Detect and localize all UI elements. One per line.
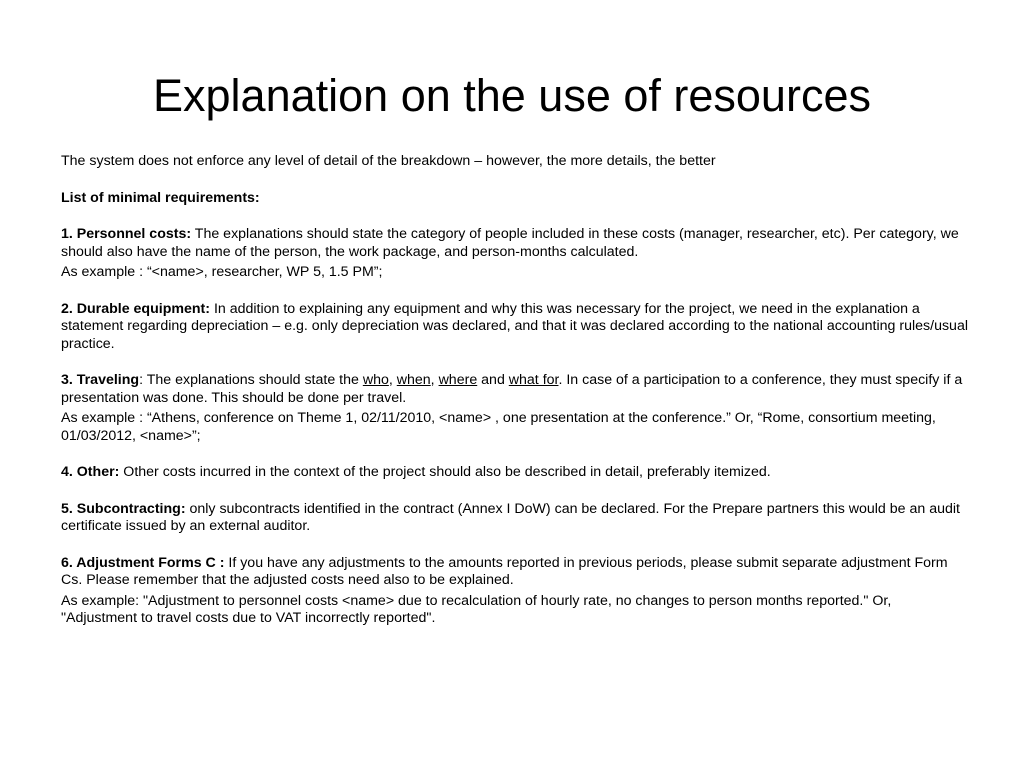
item-other [61, 464, 971, 482]
underlined-who: who [362, 372, 389, 388]
separator: , [430, 372, 439, 388]
separator: and [477, 372, 509, 388]
item-label: 4. Other: [61, 464, 120, 480]
separator: , [388, 372, 397, 388]
list-heading: List of minimal requirements: [61, 189, 260, 206]
item-text: . In case of a participation to a conference, they must specify if a presentation was done. This should be done per travel. [61, 372, 963, 406]
underlined-where: where [438, 372, 478, 388]
intro-text: The system does not enforce any level of detail of the breakdown – however, the more details, the better [61, 153, 716, 169]
item-text: : The explanations should state the [139, 372, 363, 388]
item-text: only subcontracts identified in the contract (Annex I DoW) can be declared. For the Prepare partners this would be an audit certificate issued by an external auditor. [61, 500, 960, 534]
item-label: 5. Subcontracting: [61, 500, 186, 517]
underlined-when: when [396, 372, 431, 388]
item-example: As example: "Adjustment to personnel costs <name> due to recalculation of hourly rate, no changes to person months reported." Or, "Adjustment to travel costs due to VAT incorrectly reported". [61, 592, 892, 626]
item-durable-equipment [61, 301, 971, 354]
item-text: The explanations should state the category of people included in these costs (manager, researcher, etc). Per category, we should also have the name of the person, the work package, and person-months calculated. [61, 226, 959, 260]
item-text: Other costs incurred in the context of the project should also be described in detail, preferably itemized. [119, 464, 771, 480]
item-text: If you have any adjustments to the amounts reported in previous periods, please submit separate adjustment Form Cs. Please remember that the adjusted costs need also to be explained. [61, 554, 948, 588]
item-label: 6. Adjustment Forms C : [61, 554, 225, 571]
underlined-what-for: what for [508, 372, 559, 388]
item-label: 3. Traveling [61, 372, 140, 388]
item-traveling [61, 372, 971, 407]
slide-title: Explanation on the use of resources [153, 70, 871, 121]
item-adjustment-forms [61, 555, 971, 590]
item-subcontracting [61, 501, 971, 536]
item-example: As example : “Athens, conference on Theme 1, 02/11/2010, <name> , one presentation at the conference.” Or, “Rome, consortium meeting, 01/03/2012, <name>”; [61, 410, 936, 444]
item-personnel-costs [61, 226, 971, 261]
item-label: 1. Personnel costs: [61, 226, 192, 242]
item-example: As example : “<name>, researcher, WP 5, 1.5 PM”; [61, 264, 383, 280]
slide-body [61, 153, 971, 628]
item-text: In addition to explaining any equipment and why this was necessary for the project, we need in the explanation a statement regarding depreciation – e.g. only depreciation was declared, and that it was declared according to the national accounting rules/usual practice. [61, 300, 968, 352]
item-label: 2. Durable equipment: [61, 300, 210, 317]
